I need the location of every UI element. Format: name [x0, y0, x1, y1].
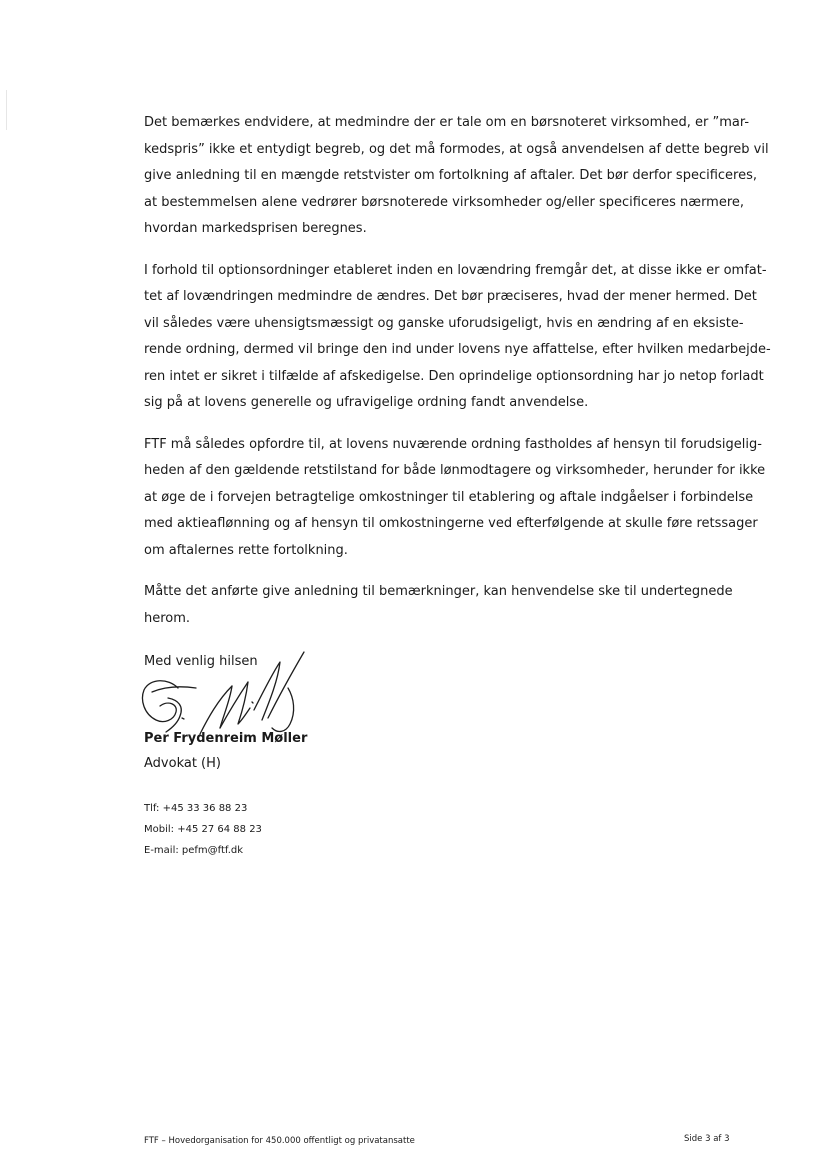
text-line: I forhold til optionsordninger etableret inden en lovændring fremgår det, at disse ikke er omfat-	[144, 262, 767, 278]
text-line: at øge de i forvejen betragtelige omkostninger til etablering og aftale indgåelser i forbindelse	[144, 489, 754, 505]
paragraph-optionsordninger	[144, 258, 771, 417]
paragraph-markedspris	[144, 110, 769, 243]
text-line: ren intet er sikret i tilfælde af afskedigelse. Den oprindelige optionsordning har jo netop forladt	[144, 368, 764, 384]
text-line: tet af lovændringen medmindre de ændres. Det bør præciseres, hvad der mener hermed. Det	[144, 289, 757, 304]
text-line: kedspris” ikke et entydigt begreb, og det må formodes, at også anvendelsen af dette begreb vil	[144, 141, 769, 157]
text-line: give anledning til en mængde retstvister om fortolkning af aftaler. Det bør derfor specificeres,	[144, 168, 757, 183]
email-address: E-mail: pefm@ftf.dk	[144, 845, 244, 856]
paragraph-henvendelse	[144, 579, 744, 632]
text-line: Det bemærkes endvidere, at medmindre der er tale om en børsnoteret virksomhed, er ”mar-	[144, 115, 750, 130]
text-line: heden af den gældende retstilstand for både lønmodtagere og virksomheder, herunder for ikke	[144, 463, 766, 478]
text-line: med aktieaflønning og af hensyn til omkostningerne ved efterfølgende at skulle føre retssager	[144, 516, 758, 531]
paragraph-opfordring	[144, 432, 766, 565]
text-line: rende ordning, dermed vil bringe den ind under lovens nye affattelse, efter hvilken medarbejde-	[144, 342, 771, 357]
contact-block	[144, 798, 262, 861]
text-line: Måtte det anførte give anledning til bemærkninger, kan henvendelse ske til undertegnede	[144, 584, 733, 599]
text-line: herom.	[144, 610, 191, 626]
letter-body	[144, 110, 771, 647]
text-line: FTF må således opfordre til, at lovens nuværende ordning fastholdes af hensyn til forudsigelig-	[144, 436, 762, 452]
footer-page-number: Side 3 af 3	[684, 1134, 730, 1144]
phone-number: Tlf: +45 33 36 88 23	[144, 803, 248, 814]
text-line: sig på at lovens generelle og ufravigelige ordning fandt anvendelse.	[144, 395, 589, 410]
scan-edge-mark	[6, 90, 7, 130]
handwritten-signature	[138, 648, 313, 740]
mobile-number: Mobil: +45 27 64 88 23	[144, 824, 262, 835]
text-line: at bestemmelsen alene vedrører børsnoterede virksomheder og/eller specificeres nærmere,	[144, 194, 745, 210]
signer-name: Per Frydenreim Møller	[144, 731, 308, 746]
closing-greeting: Med venlig hilsen	[144, 654, 258, 669]
text-line: om aftalernes rette fortolkning.	[144, 542, 348, 558]
text-line: hvordan markedsprisen beregnes.	[144, 221, 367, 236]
signer-title: Advokat (H)	[144, 756, 221, 771]
text-line: vil således være uhensigtsmæssigt og ganske uforudsigeligt, hvis en ændring af en eksiste-	[144, 315, 744, 331]
footer-organisation: FTF – Hovedorganisation for 450.000 offentligt og privatansatte	[144, 1136, 415, 1146]
